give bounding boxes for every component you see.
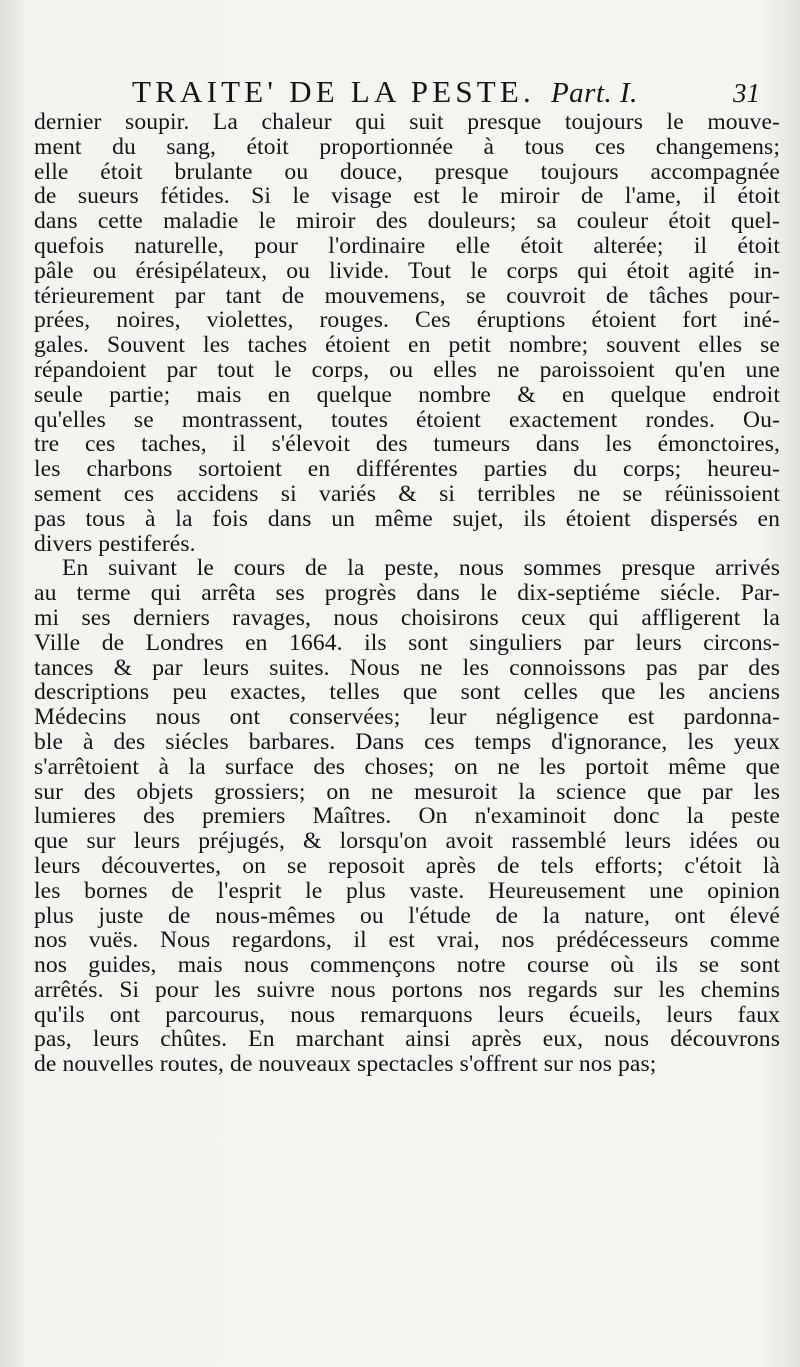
text-line: descriptions peu exactes, telles que sont celles que les anciens xyxy=(34,679,780,706)
text-line: tances & par leurs suites. Nous ne les connoissons pas par des xyxy=(34,654,780,681)
text-line: ment du sang, étoit proportionnée à tous ces changemens; xyxy=(34,133,780,160)
text-line: En suivant le cours de la peste, nous sommes presque arrivés xyxy=(62,555,780,582)
text-line: quefois naturelle, pour l'ordinaire elle étoit alterée; il étoit xyxy=(34,232,780,259)
text-line: ble à des siécles barbares. Dans ces temps d'ignorance, les yeux xyxy=(34,728,780,755)
text-line: au terme qui arrêta ses progrès dans le dix-septiéme siécle. Par- xyxy=(34,580,780,607)
text-line: dans cette maladie le miroir des douleurs; sa couleur étoit quel- xyxy=(34,208,780,235)
text-line: sement ces accidens si variés & si terribles ne se réünissoient xyxy=(34,480,780,507)
text-line: arrêtés. Si pour les suivre nous portons nos regards sur les chemins xyxy=(34,976,780,1003)
page-header xyxy=(30,74,760,114)
text-line: nos vuës. Nous regardons, il est vrai, nos prédécesseurs comme xyxy=(34,927,780,954)
text-line: de sueurs fétides. Si le visage est le miroir de l'ame, il étoit xyxy=(34,183,780,210)
text-line: divers pestiferés. xyxy=(34,530,196,557)
running-head xyxy=(132,74,638,110)
text-line: nos guides, mais nous commençons notre course où ils se sont xyxy=(34,952,780,979)
text-line: gales. Souvent les taches étoient en petit nombre; souvent elles se xyxy=(34,332,780,359)
text-line: qu'ils ont parcourus, nous remarquons leurs écueils, leurs faux xyxy=(34,1001,780,1028)
text-line: prées, noires, violettes, rouges. Ces éruptions étoient fort iné- xyxy=(34,307,780,334)
text-line: pâle ou érésipélateux, ou livide. Tout le corps qui étoit agité in- xyxy=(34,257,780,284)
paragraph-1 xyxy=(34,110,780,556)
text-line: s'arrêtoient à la surface des choses; on ne les portoit même que xyxy=(34,753,780,780)
paragraph-2 xyxy=(34,556,780,1077)
text-line: répandoient par tout le corps, ou elles ne paroissoient qu'en une xyxy=(34,356,780,383)
text-line: que sur leurs préjugés, & lorsqu'on avoit rassemblé leurs idées ou xyxy=(34,828,780,855)
text-line: Ville de Londres en 1664. ils sont singuliers par leurs circons- xyxy=(34,629,780,656)
text-line: qu'elles se montrassent, toutes étoient exactement rondes. Ou- xyxy=(34,406,780,433)
text-line: les bornes de l'esprit le plus vaste. Heureusement une opinion xyxy=(34,877,780,904)
text-line: les charbons sortoient en différentes parties du corps; heureu- xyxy=(34,456,780,483)
running-head-part: Part. I. xyxy=(550,77,638,109)
text-line: de nouvelles routes, de nouveaux spectacles s'offrent sur nos pas; xyxy=(34,1051,657,1078)
text-line: pas tous à la fois dans un même sujet, ils étoient dispersés en xyxy=(34,505,780,532)
page-number: 31 xyxy=(733,78,760,108)
text-line: pas, leurs chûtes. En marchant ainsi après eux, nous découvrons xyxy=(34,1026,780,1053)
running-head-title: TRAITE' DE LA PESTE. xyxy=(132,74,536,109)
text-line: elle étoit brulante ou douce, presque toujours accompagnée xyxy=(34,158,780,185)
text-line: Médecins nous ont conservées; leur négligence est pardonna- xyxy=(34,704,780,731)
text-line: tre ces taches, il s'élevoit des tumeurs dans les émonctoires, xyxy=(34,431,780,458)
body-text xyxy=(34,110,780,1077)
text-line: dernier soupir. La chaleur qui suit presque toujours le mouve- xyxy=(34,109,780,135)
text-line: seule partie; mais en quelque nombre & en quelque endroit xyxy=(34,381,780,408)
text-line: leurs découvertes, on se reposoit après de tels efforts; c'étoit là xyxy=(34,852,780,879)
text-line: plus juste de nous-mêmes ou l'étude de la nature, ont élevé xyxy=(34,902,780,929)
text-line: sur des objets grossiers; on ne mesuroit la science que par les xyxy=(34,778,780,805)
text-line: lumieres des premiers Maîtres. On n'examinoit donc la peste xyxy=(34,803,780,830)
text-line: mi ses derniers ravages, nous choisirons ceux qui affligerent la xyxy=(34,604,780,631)
text-line: térieurement par tant de mouvemens, se couvroit de tâches pour- xyxy=(34,282,780,309)
